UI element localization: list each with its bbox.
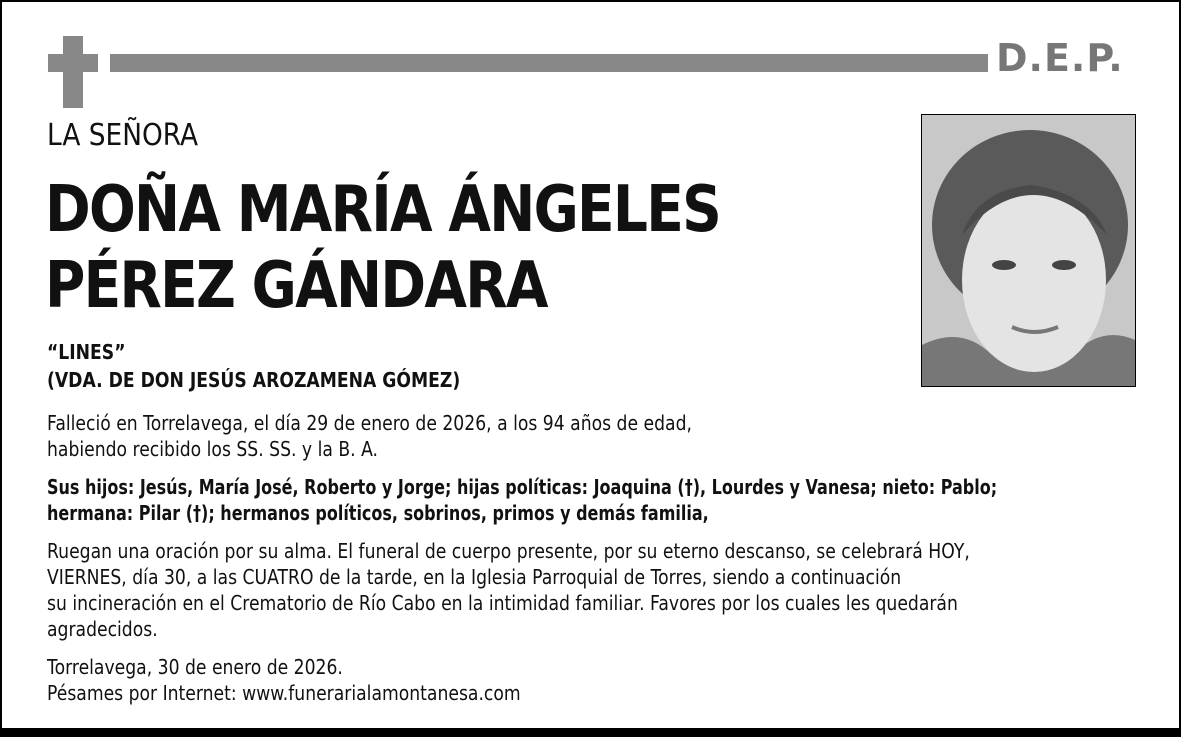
death-line-1: Falleció en Torrelavega, el día 29 de enero de 2026, a los 94 años de edad, — [47, 411, 692, 435]
cross-icon — [63, 36, 83, 108]
header-rule — [110, 54, 988, 72]
name-line-2: PÉREZ GÁNDARA — [45, 249, 547, 323]
deceased-name — [45, 172, 720, 324]
condolences-link[interactable]: Pésames por Internet: www.funerarialamontanesa.com — [47, 681, 521, 705]
name-line-1: DOÑA MARÍA ÁNGELES — [45, 173, 721, 247]
funeral-line-3: su incineración en el Crematorio de Río Cabo en la intimidad familiar. Favores por los cuales les quedarán — [47, 591, 958, 615]
portrait-photo — [921, 114, 1136, 387]
death-line-2: habiendo recibido los SS. SS. y la B. A. — [47, 437, 379, 461]
cross-icon-arm — [48, 54, 98, 72]
family-line-1: Sus hijos: Jesús, María José, Roberto y Jorge; hijas políticas: Joaquina (†), Lourdes y Vanesa; nieto: Pablo; — [47, 475, 998, 499]
family-line-2: hermana: Pilar (†); hermanos políticos, sobrinos, primos y demás familia, — [47, 501, 709, 525]
funeral-line-1: Ruegan una oración por su alma. El funeral de cuerpo presente, por su eterno descanso, se celebrará HOY, — [47, 539, 970, 563]
funeral-line-2: VIERNES, día 30, a las CUATRO de la tarde, en la Iglesia Parroquial de Torres, siendo a continuación — [47, 565, 902, 589]
dep-label: D.E.P. — [996, 36, 1124, 80]
funeral-line-4: agradecidos. — [47, 617, 158, 641]
nickname: “LINES” — [47, 340, 126, 364]
title: LA SEÑORA — [47, 118, 199, 153]
place-date: Torrelavega, 30 de enero de 2026. — [47, 655, 343, 679]
widow-of: (VDA. DE DON JESÚS AROZAMENA GÓMEZ) — [47, 368, 461, 392]
